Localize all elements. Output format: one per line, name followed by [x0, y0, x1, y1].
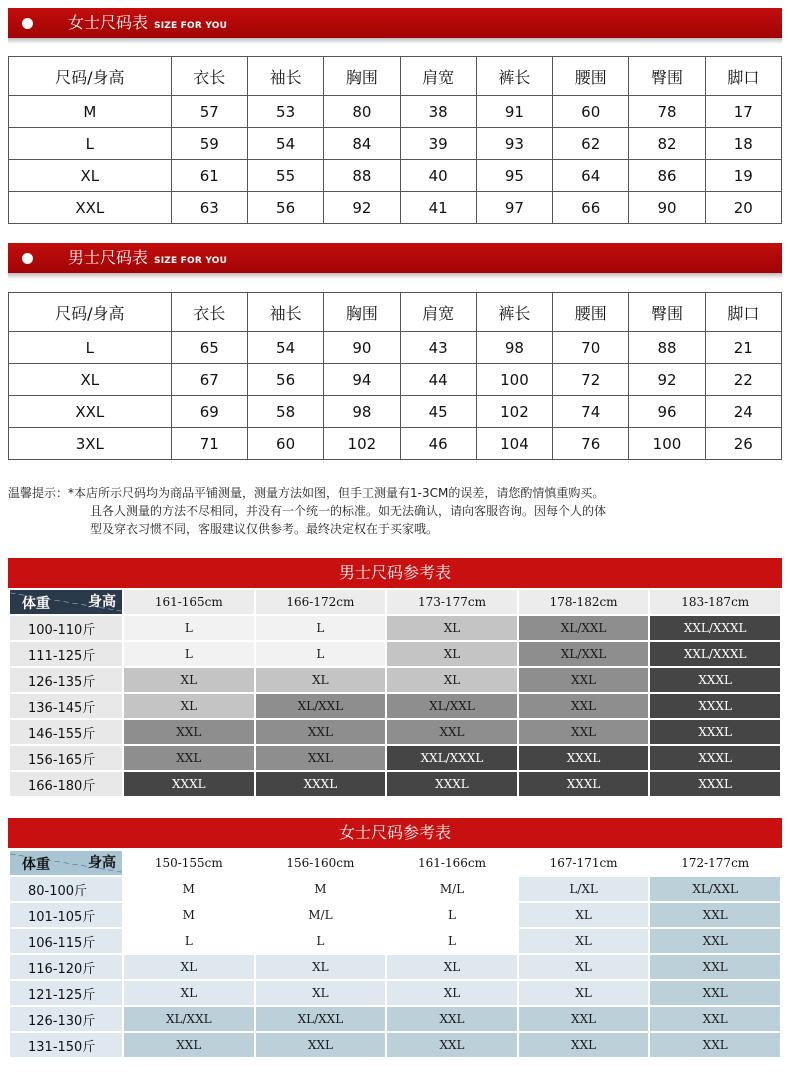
- height-range-header: 161-165cm: [124, 590, 254, 614]
- measurement-cell: 63: [171, 192, 247, 224]
- measurement-cell: 38: [400, 96, 476, 128]
- measurement-cell: 100: [629, 428, 705, 460]
- recommended-size-cell: XL: [387, 616, 517, 640]
- recommended-size-cell: M/L: [256, 903, 386, 927]
- measurement-cell: 60: [247, 428, 323, 460]
- measurement-cell: 93: [476, 128, 552, 160]
- table-row: [10, 955, 780, 979]
- column-header: 臀围: [629, 57, 705, 96]
- table-row: [9, 364, 782, 396]
- table-row: [9, 160, 782, 192]
- recommended-size-cell: XL: [124, 981, 254, 1005]
- measurement-cell: 26: [705, 428, 781, 460]
- recommended-size-cell: L: [124, 929, 254, 953]
- recommended-size-cell: M: [256, 877, 386, 901]
- table-row: [10, 720, 780, 744]
- recommended-size-cell: XXL: [256, 746, 386, 770]
- measurement-cell: 90: [629, 192, 705, 224]
- bullet-dot-icon: [22, 18, 33, 29]
- weight-label: 体重: [22, 857, 50, 873]
- height-range-header: 173-177cm: [387, 590, 517, 614]
- column-header: 袖长: [247, 57, 323, 96]
- weight-range-label: 156-165斤: [10, 746, 122, 770]
- table-row: [10, 877, 780, 901]
- weight-range-label: 136-145斤: [10, 694, 122, 718]
- height-label: 身高: [88, 855, 116, 871]
- height-weight-corner: [10, 590, 122, 614]
- recommended-size-cell: XL: [387, 642, 517, 666]
- column-header: 衣长: [171, 293, 247, 332]
- women-size-title: [68, 12, 227, 37]
- recommended-size-cell: XL: [256, 668, 386, 692]
- table-row: [10, 929, 780, 953]
- measurement-cell: 46: [400, 428, 476, 460]
- recommended-size-cell: XXL: [519, 694, 649, 718]
- recommended-size-cell: M: [124, 903, 254, 927]
- measurement-cell: 44: [400, 364, 476, 396]
- recommended-size-cell: XXL: [650, 929, 780, 953]
- recommended-size-cell: XXXL: [256, 772, 386, 796]
- measurement-cell: 40: [400, 160, 476, 192]
- recommended-size-cell: M/L: [387, 877, 517, 901]
- table-row: [10, 616, 780, 640]
- measurement-cell: 98: [324, 396, 400, 428]
- banner-shadow: [8, 273, 782, 279]
- measurement-cell: 65: [171, 332, 247, 364]
- measurement-cell: 91: [476, 96, 552, 128]
- recommended-size-cell: XXL: [519, 668, 649, 692]
- recommended-size-cell: XXL: [650, 955, 780, 979]
- column-header: 袖长: [247, 293, 323, 332]
- recommended-size-cell: XXL: [387, 1007, 517, 1031]
- weight-range-label: 126-130斤: [10, 1007, 122, 1031]
- recommended-size-cell: XL: [387, 668, 517, 692]
- measurement-cell: 21: [705, 332, 781, 364]
- measurement-cell: 61: [171, 160, 247, 192]
- men-size-banner: [8, 243, 782, 273]
- table-row: [10, 642, 780, 666]
- measurement-cell: 88: [324, 160, 400, 192]
- recommended-size-cell: L: [256, 642, 386, 666]
- recommended-size-cell: XXXL: [387, 772, 517, 796]
- recommended-size-cell: XXXL: [650, 694, 780, 718]
- men-size-table: [8, 292, 782, 460]
- column-header: 尺码/身高: [9, 293, 172, 332]
- measurement-cell: 56: [247, 364, 323, 396]
- measurement-cell: 41: [400, 192, 476, 224]
- measurement-cell: 98: [476, 332, 552, 364]
- recommended-size-cell: XXL: [650, 1007, 780, 1031]
- women-size-table: [8, 56, 782, 224]
- recommended-size-cell: XXL: [519, 1033, 649, 1057]
- column-header: 裤长: [476, 57, 552, 96]
- recommended-size-cell: XL: [256, 955, 386, 979]
- measurement-cell: 86: [629, 160, 705, 192]
- height-range-header: 178-182cm: [519, 590, 649, 614]
- measurement-cell: 104: [476, 428, 552, 460]
- measurement-cell: 72: [553, 364, 629, 396]
- table-row: [9, 396, 782, 428]
- measurement-cell: 55: [247, 160, 323, 192]
- women-reference-title: 女士尺码参考表: [8, 818, 782, 848]
- measurement-cell: 20: [705, 192, 781, 224]
- recommended-size-cell: XL/XXL: [256, 694, 386, 718]
- size-label: L: [9, 128, 172, 160]
- recommended-size-cell: L: [387, 929, 517, 953]
- recommended-size-cell: XL/XXL: [519, 616, 649, 640]
- men-size-subtitle: SIZE FOR YOU: [154, 256, 228, 266]
- measurement-cell: 76: [553, 428, 629, 460]
- recommended-size-cell: XXL/XXXL: [650, 642, 780, 666]
- recommended-size-cell: XL: [124, 668, 254, 692]
- weight-label: 体重: [22, 596, 50, 612]
- size-label: XXL: [9, 192, 172, 224]
- recommended-size-cell: XL: [519, 955, 649, 979]
- recommended-size-cell: XXL/XXXL: [650, 616, 780, 640]
- measurement-cell: 19: [705, 160, 781, 192]
- note-line-2: 且各人测量的方法不尽相同，并没有一个统一的标准。如无法确认，请向客服咨询。因每个人的体: [90, 504, 607, 518]
- recommended-size-cell: XL: [256, 981, 386, 1005]
- measurement-cell: 43: [400, 332, 476, 364]
- men-size-title: [68, 247, 227, 272]
- measurement-cell: 17: [705, 96, 781, 128]
- column-header: 脚口: [705, 293, 781, 332]
- recommended-size-cell: XXL: [650, 981, 780, 1005]
- note-line-3: 型及穿衣习惯不同，客服建议仅供参考。最终决定权在于买家哦。: [90, 522, 439, 536]
- measurement-cell: 45: [400, 396, 476, 428]
- column-header: 肩宽: [400, 57, 476, 96]
- table-row: [9, 96, 782, 128]
- weight-range-label: 166-180斤: [10, 772, 122, 796]
- recommended-size-cell: L: [256, 929, 386, 953]
- size-label: L: [9, 332, 172, 364]
- height-weight-corner: [10, 851, 122, 875]
- table-row: [9, 128, 782, 160]
- header-row: [10, 851, 780, 875]
- table-row: [10, 1033, 780, 1057]
- weight-range-label: 106-115斤: [10, 929, 122, 953]
- table-row: [10, 772, 780, 796]
- measurement-cell: 64: [553, 160, 629, 192]
- recommended-size-cell: M: [124, 877, 254, 901]
- recommended-size-cell: XXL: [256, 720, 386, 744]
- measurement-cell: 100: [476, 364, 552, 396]
- header-row: [9, 57, 782, 96]
- measurement-cell: 24: [705, 396, 781, 428]
- recommended-size-cell: XL/XXL: [124, 1007, 254, 1031]
- recommended-size-cell: XXL/XXXL: [387, 746, 517, 770]
- recommended-size-cell: XXXL: [519, 746, 649, 770]
- bullet-dot-icon: [22, 253, 33, 264]
- table-row: [9, 192, 782, 224]
- column-header: 衣长: [171, 57, 247, 96]
- column-header: 脚口: [705, 57, 781, 96]
- column-header: 腰围: [553, 57, 629, 96]
- recommended-size-cell: XXXL: [650, 720, 780, 744]
- height-range-header: 172-177cm: [650, 851, 780, 875]
- recommended-size-cell: XXL: [387, 1033, 517, 1057]
- column-header: 胸围: [324, 57, 400, 96]
- column-header: 腰围: [553, 293, 629, 332]
- women-size-banner: [8, 8, 782, 38]
- recommended-size-cell: XXXL: [519, 772, 649, 796]
- size-label: M: [9, 96, 172, 128]
- recommended-size-cell: XXL: [124, 746, 254, 770]
- measurement-cell: 59: [171, 128, 247, 160]
- measurement-cell: 57: [171, 96, 247, 128]
- measurement-cell: 82: [629, 128, 705, 160]
- measurement-cell: 60: [553, 96, 629, 128]
- recommended-size-cell: XL/XXL: [387, 694, 517, 718]
- recommended-size-cell: XL: [124, 955, 254, 979]
- measurement-cell: 66: [553, 192, 629, 224]
- measurement-cell: 67: [171, 364, 247, 396]
- weight-range-label: 146-155斤: [10, 720, 122, 744]
- measurement-cell: 53: [247, 96, 323, 128]
- size-label: XL: [9, 364, 172, 396]
- measurement-cell: 74: [553, 396, 629, 428]
- column-header: 臀围: [629, 293, 705, 332]
- column-header: 胸围: [324, 293, 400, 332]
- measurement-cell: 18: [705, 128, 781, 160]
- column-header: 尺码/身高: [9, 57, 172, 96]
- men-reference-title: 男士尺码参考表: [8, 558, 782, 588]
- measurement-cell: 56: [247, 192, 323, 224]
- recommended-size-cell: L/XL: [519, 877, 649, 901]
- measurement-cell: 92: [324, 192, 400, 224]
- recommended-size-cell: XL: [387, 981, 517, 1005]
- height-range-header: 183-187cm: [650, 590, 780, 614]
- table-row: [10, 746, 780, 770]
- measurement-cell: 69: [171, 396, 247, 428]
- recommended-size-cell: XL: [387, 955, 517, 979]
- table-row: [10, 1007, 780, 1031]
- weight-range-label: 111-125斤: [10, 642, 122, 666]
- weight-range-label: 101-105斤: [10, 903, 122, 927]
- column-header: 肩宽: [400, 293, 476, 332]
- recommended-size-cell: XXL: [519, 1007, 649, 1031]
- measurement-cell: 80: [324, 96, 400, 128]
- men-reference-table: [8, 588, 782, 798]
- weight-range-label: 131-150斤: [10, 1033, 122, 1057]
- recommended-size-cell: XXL: [519, 720, 649, 744]
- size-label: XXL: [9, 396, 172, 428]
- height-range-header: 161-166cm: [387, 851, 517, 875]
- measurement-cell: 22: [705, 364, 781, 396]
- height-label: 身高: [88, 594, 116, 610]
- recommended-size-cell: XXL: [650, 903, 780, 927]
- size-label: XL: [9, 160, 172, 192]
- table-row: [10, 981, 780, 1005]
- table-row: [10, 694, 780, 718]
- recommended-size-cell: XXXL: [650, 668, 780, 692]
- recommended-size-cell: XL/XXL: [650, 877, 780, 901]
- recommended-size-cell: XXXL: [650, 746, 780, 770]
- weight-range-label: 100-110斤: [10, 616, 122, 640]
- height-range-header: 150-155cm: [124, 851, 254, 875]
- measurement-cell: 62: [553, 128, 629, 160]
- recommended-size-cell: L: [124, 616, 254, 640]
- measurement-cell: 58: [247, 396, 323, 428]
- table-row: [10, 903, 780, 927]
- size-label: 3XL: [9, 428, 172, 460]
- men-size-title-text: 男士尺码表: [68, 248, 149, 267]
- table-row: [10, 668, 780, 692]
- measurement-cell: 97: [476, 192, 552, 224]
- measurement-cell: 90: [324, 332, 400, 364]
- measurement-cell: 96: [629, 396, 705, 428]
- recommended-size-cell: XL: [519, 903, 649, 927]
- table-row: [9, 332, 782, 364]
- measurement-cell: 94: [324, 364, 400, 396]
- measurement-cell: 54: [247, 332, 323, 364]
- recommended-size-cell: XXL: [124, 720, 254, 744]
- recommended-size-cell: XXXL: [124, 772, 254, 796]
- recommended-size-cell: XL/XXL: [256, 1007, 386, 1031]
- measurement-cell: 95: [476, 160, 552, 192]
- measurement-cell: 84: [324, 128, 400, 160]
- recommended-size-cell: XXXL: [650, 772, 780, 796]
- note-line-1: 温馨提示：*本店所示尺码均为商品平铺测量，测量方法如图，但手工测量有1-3CM的误差，请您酌情慎重购买。: [8, 486, 605, 500]
- recommended-size-cell: XL/XXL: [519, 642, 649, 666]
- banner-shadow: [8, 38, 782, 44]
- measurement-cell: 70: [553, 332, 629, 364]
- weight-range-label: 80-100斤: [10, 877, 122, 901]
- recommended-size-cell: XXL: [387, 720, 517, 744]
- measurement-cell: 102: [324, 428, 400, 460]
- recommended-size-cell: XXL: [256, 1033, 386, 1057]
- weight-range-label: 126-135斤: [10, 668, 122, 692]
- measurement-cell: 88: [629, 332, 705, 364]
- measurement-cell: 92: [629, 364, 705, 396]
- recommended-size-cell: L: [387, 903, 517, 927]
- measurement-cell: 78: [629, 96, 705, 128]
- recommended-size-cell: XL: [519, 981, 649, 1005]
- weight-range-label: 121-125斤: [10, 981, 122, 1005]
- height-range-header: 156-160cm: [256, 851, 386, 875]
- women-size-title-text: 女士尺码表: [68, 13, 149, 32]
- size-note: [8, 484, 778, 538]
- height-range-header: 167-171cm: [519, 851, 649, 875]
- women-reference-table: [8, 849, 782, 1059]
- recommended-size-cell: XL: [519, 929, 649, 953]
- recommended-size-cell: L: [124, 642, 254, 666]
- height-range-header: 166-172cm: [256, 590, 386, 614]
- weight-range-label: 116-120斤: [10, 955, 122, 979]
- measurement-cell: 102: [476, 396, 552, 428]
- header-row: [10, 590, 780, 614]
- header-row: [9, 293, 782, 332]
- recommended-size-cell: XL: [124, 694, 254, 718]
- measurement-cell: 54: [247, 128, 323, 160]
- women-size-subtitle: SIZE FOR YOU: [154, 21, 228, 31]
- recommended-size-cell: XXL: [650, 1033, 780, 1057]
- recommended-size-cell: L: [256, 616, 386, 640]
- table-row: [9, 428, 782, 460]
- recommended-size-cell: XXL: [124, 1033, 254, 1057]
- measurement-cell: 39: [400, 128, 476, 160]
- measurement-cell: 71: [171, 428, 247, 460]
- column-header: 裤长: [476, 293, 552, 332]
